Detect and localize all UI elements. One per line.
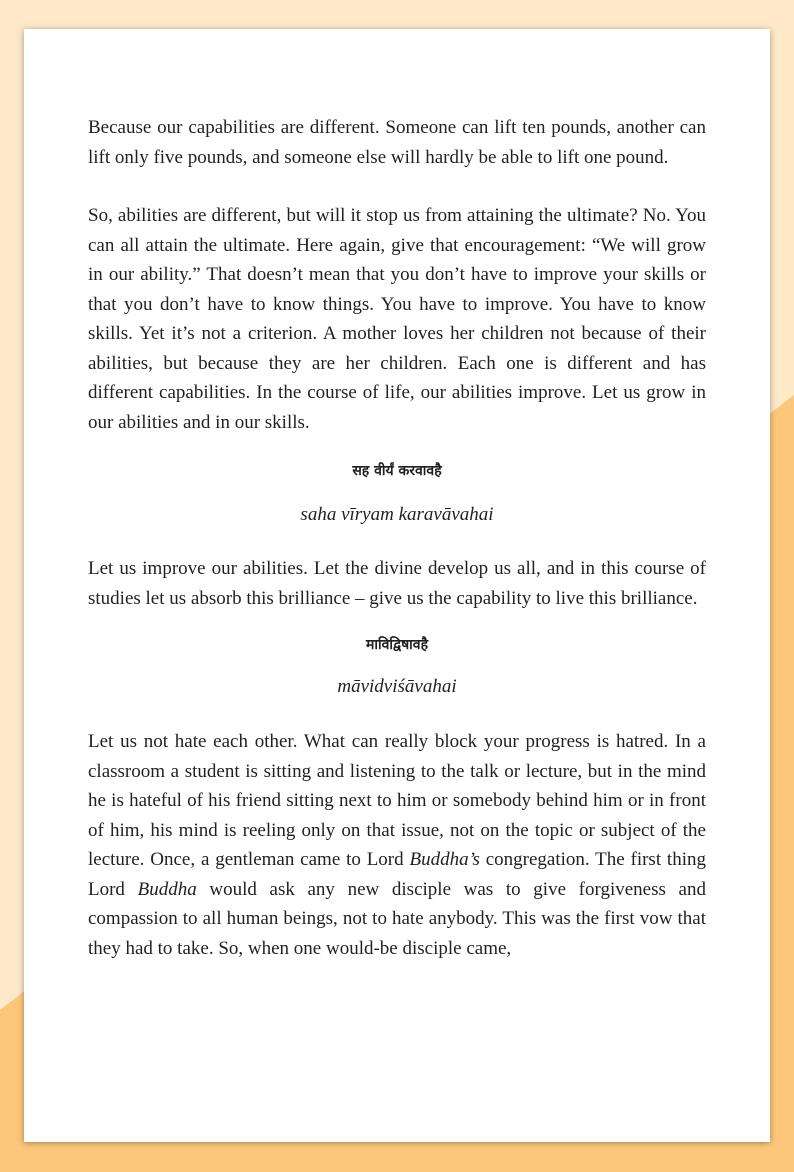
document-page (24, 29, 770, 1142)
buddha-name-possessive: Buddha’s (409, 849, 480, 870)
paragraph-hatred-part-c: would ask any new disciple was to give forgiveness and compassion to all human beings, not to hate anybody. This was the first vow that they had to take. So, when one would-be disciple came, (88, 878, 706, 959)
verse-sanskrit-1: सह वीर्यं करवावहै (352, 463, 442, 479)
verse-sanskrit-2: माविद्विषावहै (365, 637, 429, 653)
paragraph-abilities: So, abilities are different, but will it stop us from attaining the ultimate? No. You can all attain the ultimate. Here again, give that encouragement: “We will grow in our ability.” That doesn’t mean that you don’t have to improve your skills or that you don’t have to know things. You have to improve. You have to know skills. Yet it’s not a criterion. A mother loves her children not because of their abilities, but because they are her children. Each one is different and has different capabilities. In the course of life, our abilities improve. Let us grow in our abilities and in our skills. (88, 205, 706, 433)
paragraph-hatred (88, 727, 706, 963)
verse-transliteration-1: saha vīryam karavāvahai (300, 504, 494, 525)
buddha-name: Buddha (137, 878, 197, 900)
paragraph-hatred-part-b: congregation. The first thing Lord (88, 849, 706, 900)
paragraph-hatred-part-a: Let us not hate each other. What can really block your progress is hatred. In a classroom a student is sitting and listening to the talk or lecture, but in the mind he is hateful of his friend sitting next to him or somebody behind him or in front of him, his mind is reeling only on that issue, not on the topic or subject of the lecture. Once, a gentleman came to Lord (88, 731, 706, 870)
paragraph-improve: Let us improve our abilities. Let the divine develop us all, and in this course of studies let us absorb this brilliance – give us the capability to live this brilliance. (88, 558, 706, 609)
verse-transliteration-2: māvidviśāvahai (337, 676, 457, 697)
paragraph-capabilities: Because our capabilities are different. Someone can lift ten pounds, another can lift only five pounds, and someone else will hardly be able to lift one pound. (88, 117, 706, 168)
